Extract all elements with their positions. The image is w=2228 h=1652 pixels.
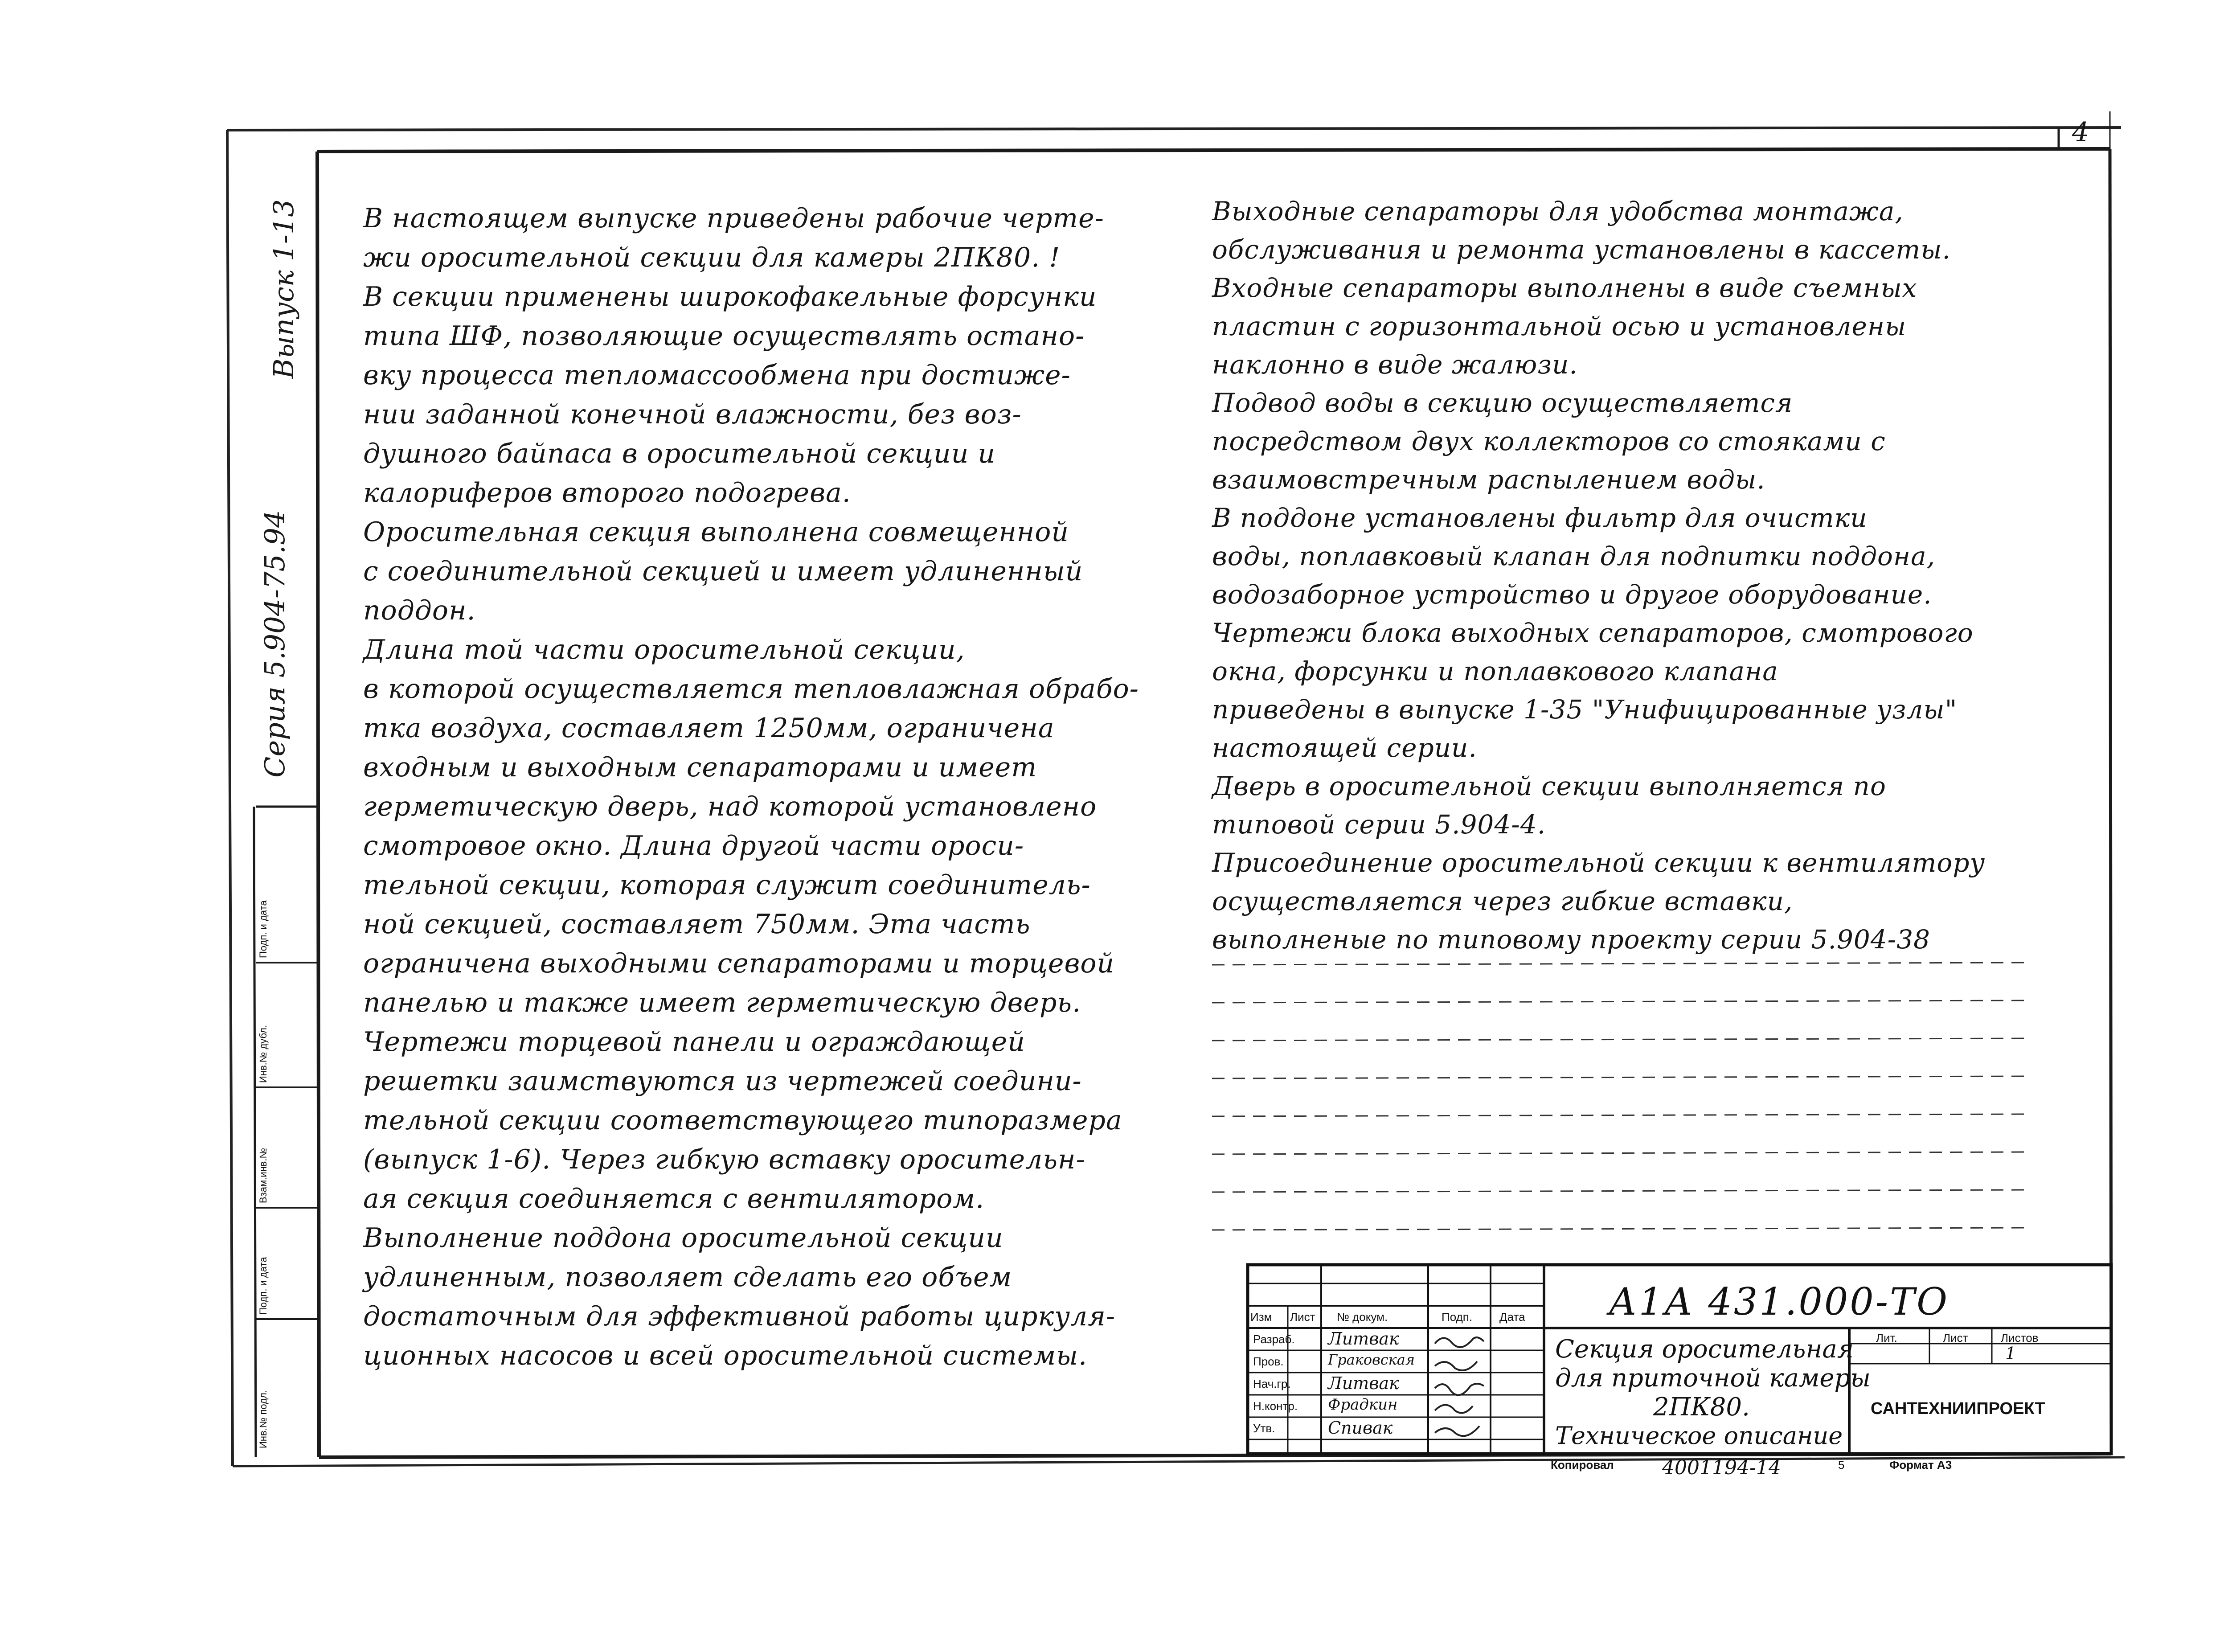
left-column-line: Длина той части оросительной секции, (363, 634, 965, 665)
tb-sheet-label: Лист (1943, 1331, 1968, 1345)
right-column-line: обслуживания и ремонта установлены в кассеты. (1212, 234, 1951, 265)
left-column-line: ной секцией, составляет 750мм. Эта часть (363, 909, 1031, 940)
format-label: Формат А3 (1889, 1458, 1952, 1472)
right-column-line: Подвод воды в секцию осуществляется (1212, 388, 1793, 418)
left-column-line: жи оросительной секции для камеры 2ПК80. ! (363, 242, 1061, 273)
left-column-line: вку процесса тепломассообмена при достиже- (363, 360, 1071, 391)
right-column-line: водозаборное устройство и другое оборудование. (1212, 579, 1932, 610)
left-column-line: тельной секции соответствующего типоразмера (363, 1105, 1122, 1136)
left-column-line: достаточным для эффективной работы циркуля- (363, 1301, 1116, 1332)
tb-role-1: Разраб. (1253, 1332, 1295, 1346)
right-column-line: окна, форсунки и поплавкового клапана (1212, 656, 1778, 686)
right-column-line: Входные сепараторы выполнены в виде съемных (1212, 273, 1917, 303)
left-column-line: герметическую дверь, над которой установлено (363, 791, 1097, 822)
series-label: Серия 5.904-75.94 (258, 510, 291, 778)
tb-name-2: Граковская (1328, 1351, 1415, 1368)
left-column-line: Выполнение поддона оросительной секции (363, 1222, 1003, 1254)
left-column-line: (выпуск 1-6). Через гибкую вставку оросительн- (363, 1144, 1085, 1175)
left-column-line: тельной секции, которая служит соединитель- (363, 869, 1091, 901)
right-column-line: посредством двух коллекторов со стояками с (1212, 426, 1886, 456)
left-column-line: решетки заимствуются из чертежей соедини- (363, 1066, 1082, 1097)
tb-name-5: Спивак (1328, 1418, 1393, 1438)
left-column-line: ограничена выходными сепараторами и торцевой (363, 948, 1115, 979)
stamp-field-4: Инв.№ дубл. (258, 1025, 269, 1083)
left-column-line: душного байпаса в оросительной секции и (363, 438, 996, 469)
signature-scribbles (1428, 1328, 1491, 1444)
left-column-line: В настоящем выпуске приведены рабочие черте- (363, 203, 1104, 234)
left-column-line: нии заданной конечной влажности, без воз- (363, 399, 1022, 430)
tb-name-1: Литвак (1328, 1329, 1399, 1349)
issue-label: Выпуск 1-13 (267, 199, 300, 379)
left-column-line: с соединительной секцией и имеет удлиненный (363, 556, 1083, 587)
stamp-field-5: Подп. и дата (258, 900, 269, 958)
stamp-field-3: Взам.инв.№ (258, 1148, 269, 1203)
tb-header-date: Дата (1499, 1310, 1525, 1324)
left-column-line: смотровое окно. Длина другой части ороси- (363, 830, 1024, 861)
stamp-field-1: Инв.№ подл. (258, 1390, 269, 1448)
right-column-line: выполненые по типовому проекту серии 5.904-38 (1212, 924, 1931, 955)
left-column-line: тка воздуха, составляет 1250мм, ограничена (363, 713, 1055, 744)
right-column-line: Дверь в оросительной секции выполняется по (1212, 771, 1886, 801)
right-column-line: В поддоне установлены фильтр для очистки (1212, 503, 1868, 533)
left-column-line: Оросительная секция выполнена совмещенной (363, 517, 1069, 548)
left-column-line: в которой осуществляется тепловлажная обрабо- (363, 673, 1139, 705)
copied-label: Копировал (1551, 1458, 1614, 1472)
left-column-line: ая секция соединяется с вентилятором. (363, 1183, 985, 1214)
right-column-line: приведены в выпуске 1-35 "Унифицированные узлы" (1212, 694, 1958, 725)
tb-header-list: Лист (1290, 1310, 1315, 1324)
tb-header-doc: № докум. (1337, 1310, 1388, 1324)
tb-title-line-1: Секция оросительная (1555, 1335, 1854, 1364)
sheet-small: 5 (1838, 1458, 1845, 1472)
stamp-field-2: Подп. и дата (258, 1257, 269, 1315)
order-number: 4001194-14 (1662, 1456, 1781, 1479)
tb-role-4: Н.контр. (1253, 1399, 1298, 1413)
left-column-line: удлиненным, позволяет сделать его объем (363, 1262, 1012, 1293)
tb-role-5: Утв. (1253, 1422, 1275, 1435)
tb-header-sign: Подп. (1442, 1310, 1473, 1324)
right-column-line: взаимовстречным распылением воды. (1212, 464, 1765, 495)
right-column-line: Выходные сепараторы для удобства монтажа, (1212, 196, 1904, 226)
tb-title-line-3: 2ПК80. (1653, 1393, 1750, 1422)
document-designation: А1А 431.000-ТО (1609, 1280, 1950, 1324)
tb-title-line-4: Техническое описание (1555, 1422, 1843, 1450)
left-column-line: калориферов второго подогрева. (363, 477, 851, 508)
tb-header-izm: Изм (1250, 1310, 1272, 1324)
left-column-line: панелью и также имеет герметическую дверь. (363, 987, 1081, 1018)
tb-sheets-label: Листов (2001, 1331, 2039, 1345)
right-column-line: Присоединение оросительной секции к вентилятору (1212, 848, 1986, 878)
tb-role-3: Нач.гр. (1253, 1377, 1291, 1390)
left-column-line: Чертежи торцевой панели и ограждающей (363, 1026, 1025, 1058)
tb-name-3: Литвак (1328, 1373, 1399, 1393)
tb-sheets-value: 1 (2005, 1344, 2016, 1363)
right-column-line: осуществляется через гибкие вставки, (1212, 886, 1793, 916)
tb-role-2: Пров. (1253, 1355, 1284, 1368)
left-column-line: входным и выходным сепараторами и имеет (363, 752, 1037, 783)
right-column-line: настоящей серии. (1212, 733, 1477, 763)
left-column-line: В секции применены широкофакельные форсунки (363, 281, 1097, 312)
right-column-line: Чертежи блока выходных сепараторов, смотрового (1212, 618, 1974, 648)
tb-title-line-2: для приточной камеры (1555, 1364, 1871, 1393)
organization: САНТЕХНИИПРОЕКТ (1871, 1399, 2045, 1418)
right-column-line: пластин с горизонтальной осью и установлены (1212, 311, 1907, 341)
left-column-line: поддон. (363, 595, 476, 626)
tb-name-4: Фрадкин (1328, 1396, 1398, 1414)
right-column-line: типовой серии 5.904-4. (1212, 809, 1546, 840)
left-column-line: ционных насосов и всей оросительной системы. (363, 1340, 1088, 1371)
right-column-line: наклонно в виде жалюзи. (1212, 349, 1578, 380)
sheet-number: 4 (2072, 117, 2090, 148)
left-column-line: типа ШФ, позволяющие осуществлять остано- (363, 320, 1085, 352)
right-column-line: воды, поплавковый клапан для подпитки поддона, (1212, 541, 1936, 571)
tb-lit-label: Лит. (1876, 1331, 1897, 1345)
